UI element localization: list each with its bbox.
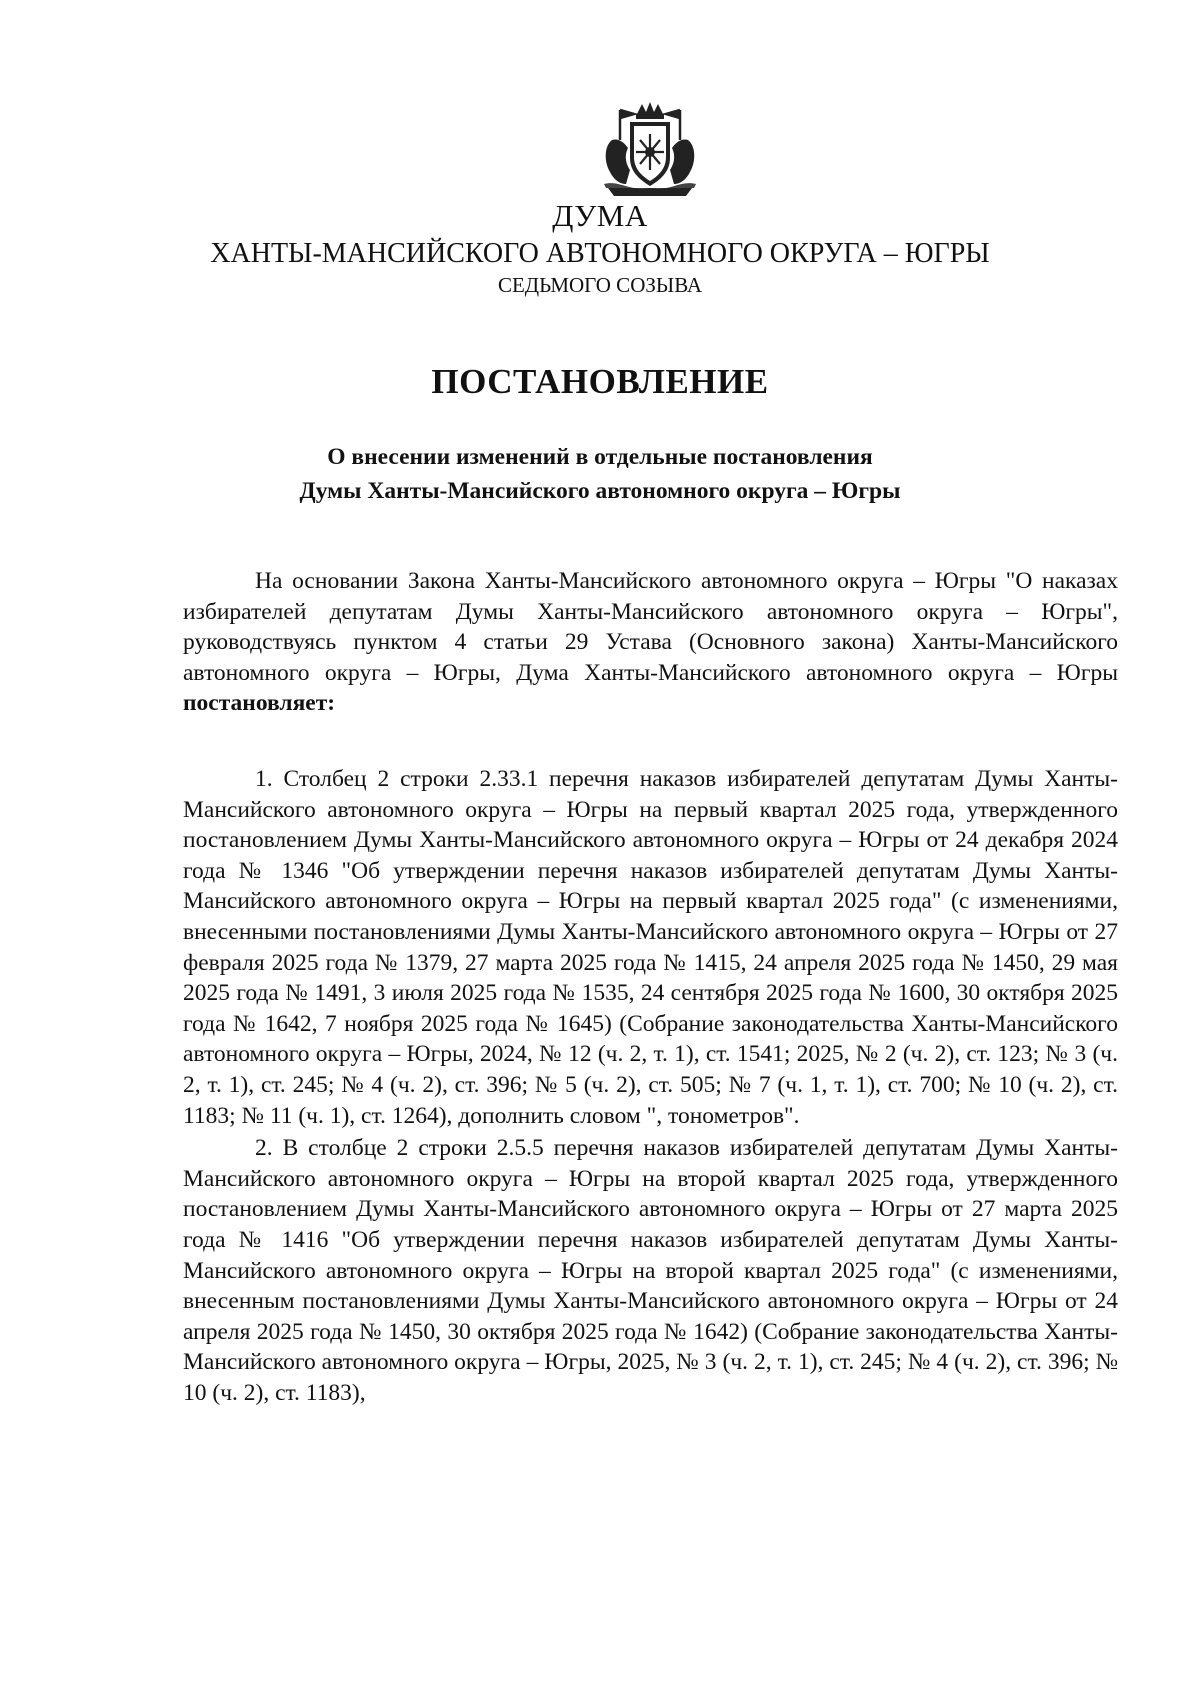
list-item: 2. В столбце 2 строки 2.5.5 перечня наказов избирателей депутатам Думы Ханты-Мансийского автономного округа – Югры на второй квартал 2025 года, утвержденного постановлением Думы Ханты-Мансийского автономного округа – Югры от 27 марта 2025 года № 1416 "Об утверждении перечня наказов избирателей депутатам Думы Ханты-Мансийского автономного округа – Югры на второй квартал 2025 года" (с изменениями, внесенным постановлениями Думы Ханты-Мансийского автономного округа – Югры от 24 апреля 2025 года № 1450, 30 октября 2025 года № 1642) (Собрание законодательства Ханты-Мансийского автономного округа – Югры, 2025, № 3 (ч. 2, т. 1), ст. 245; № 4 (ч. 2), ст. 396; № 10 (ч. 2), ст. 1183), bbox=[183, 1135, 1118, 1406]
coat-of-arms-icon bbox=[590, 100, 710, 200]
subject-line-2: Думы Ханты-Мансийского автономного округа – Югры bbox=[299, 478, 901, 504]
okrug-name: ХАНТЫ-МАНСИЙСКОГО АВТОНОМНОГО ОКРУГА – ЮГРЫ bbox=[210, 238, 990, 269]
convocation-label: СЕДЬМОГО СОЗЫВА bbox=[497, 273, 703, 297]
duma-title: ДУМА bbox=[552, 198, 648, 233]
subject-line-1: О внесении изменений в отдельные постановления bbox=[327, 444, 873, 470]
list-item: 1. Столбец 2 строки 2.33.1 перечня наказов избирателей депутатам Думы Ханты-Мансийского автономного округа – Югры на первый квартал 2025 года, утвержденного постановлением Думы Ханты-Мансийского автономного округа – Югры от 24 декабря 2024 года № 1346 "Об утверждении перечня наказов избирателей депутатам Думы Ханты-Мансийского автономного округа – Югры на первый квартал 2025 года" (с изменениями, внесенными постановлениями Думы Ханты-Мансийского автономного округа – Югры от 27 февраля 2025 года № 1379, 27 марта 2025 года № 1415, 24 апреля 2025 года № 1450, 29 мая 2025 года № 1491, 3 июля 2025 года № 1535, 24 сентября 2025 года № 1600, 30 октября 2025 года № 1642, 7 ноября 2025 года № 1645) (Собрание законодательства Ханты-Мансийского автономного округа – Югры, 2024, № 12 (ч. 2, т. 1), ст. 1541; 2025, № 2 (ч. 2), ст. 123; № 3 (ч. 2, т. 1), ст. 245; № 4 (ч. 2), ст. 396; № 5 (ч. 2), ст. 505; № 7 (ч. 1, т. 1), ст. 700; № 10 (ч. 2), ст. 1183; № 11 (ч. 1), ст. 1264), дополнить словом ", тонометров". bbox=[183, 766, 1118, 1129]
document-subject bbox=[0, 440, 1200, 508]
preamble-resolves: постановляет: bbox=[183, 690, 336, 717]
preamble-text: На основании Закона Ханты-Мансийского автономного округа – Югры "О наказах избирателей депутатам Думы Ханты-Мансийского автономного округа – Югры", руководствуясь пунктом 4 статьи 29 Устава (Основного закона) Ханты-Мансийского автономного округа – Югры, Дума Ханты-Мансийского автономного округа – Югры bbox=[183, 568, 1118, 686]
resolution-items bbox=[183, 764, 1118, 1408]
preamble-paragraph bbox=[183, 566, 1118, 719]
document-type-title: ПОСТАНОВЛЕНИЕ bbox=[431, 362, 769, 401]
